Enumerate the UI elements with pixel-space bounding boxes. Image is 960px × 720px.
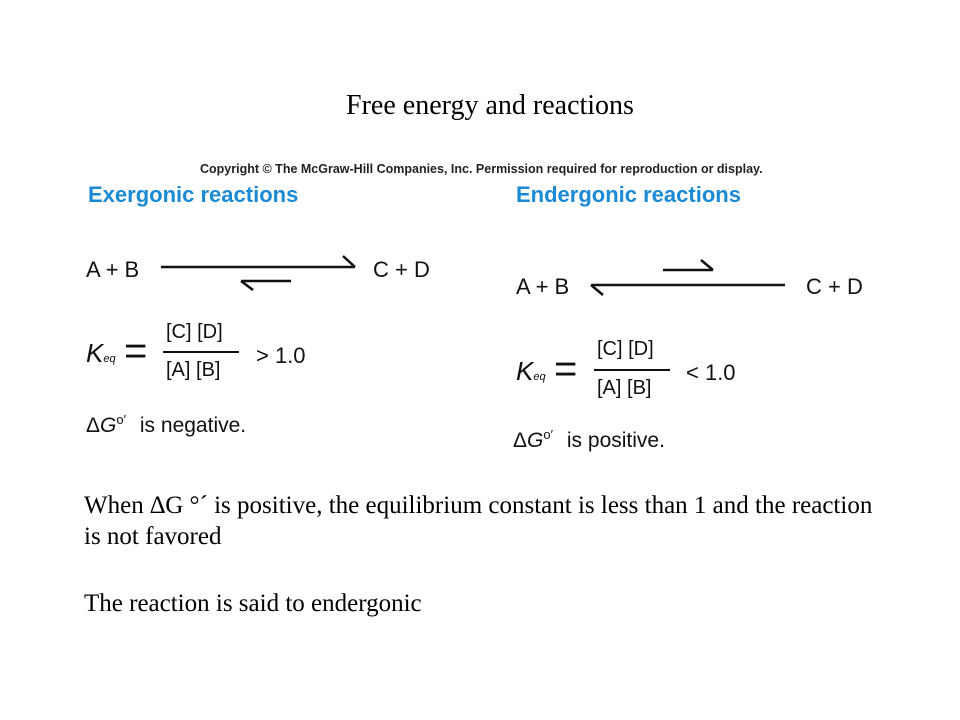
endergonic-fraction-denominator: [A] [B] — [597, 377, 652, 399]
conclusion-paragraph: The reaction is said to endergonic — [84, 590, 422, 617]
endergonic-comparison: < 1.0 — [686, 360, 736, 385]
endergonic-heading: Endergonic reactions — [516, 182, 741, 207]
endergonic-equals-sign: = — [554, 347, 578, 391]
exergonic-fraction-numerator: [C] [D] — [166, 321, 223, 343]
slide-title: Free energy and reactions — [346, 90, 634, 121]
endergonic-delta-g-statement: $\Delta G^{o'}$ is positive. — [513, 427, 665, 452]
endergonic-fraction-numerator: [C] [D] — [597, 338, 654, 360]
exergonic-reactants: A + B — [86, 257, 140, 282]
endergonic-products: C + D — [806, 274, 863, 299]
exergonic-products: C + D — [373, 257, 430, 282]
endergonic-fraction-bar — [594, 369, 670, 371]
exergonic-delta-g-statement: $\Delta G^{o'}$ is negative. — [86, 412, 247, 437]
copyright-notice: Copyright © The McGraw-Hill Companies, Inc. Permission required for reproduction or display. — [200, 162, 763, 176]
endergonic-keq-symbol: Keq — [516, 356, 546, 386]
endergonic-reactants: A + B — [516, 274, 570, 299]
explanation-paragraph: When ∆G °´ is positive, the equilibrium constant is less than 1 and the reaction is not favored — [84, 492, 873, 550]
exergonic-keq-symbol: Keq — [86, 338, 116, 368]
exergonic-heading: Exergonic reactions — [88, 182, 299, 207]
exergonic-fraction-bar — [163, 351, 239, 353]
endergonic-equilibrium-arrows — [585, 252, 795, 302]
exergonic-comparison: > 1.0 — [256, 343, 306, 368]
exergonic-equals-sign: = — [124, 329, 148, 373]
exergonic-fraction-denominator: [A] [B] — [166, 359, 221, 381]
exergonic-equilibrium-arrows — [155, 250, 365, 295]
